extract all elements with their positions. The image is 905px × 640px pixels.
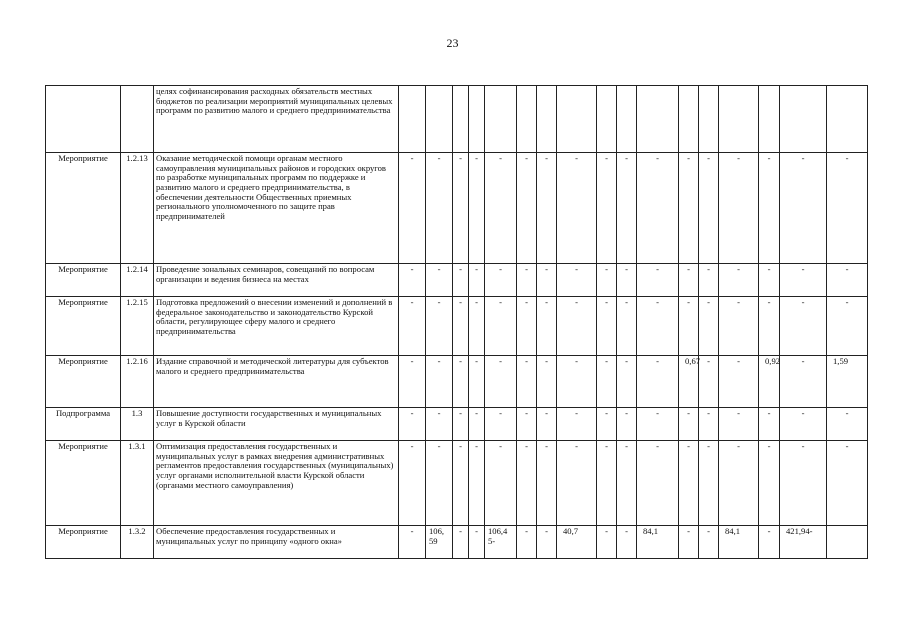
value-cell: - [699, 408, 719, 441]
value-cell: - [827, 264, 868, 297]
value-cell: - [617, 526, 637, 559]
value-cell: 106,4 5- [485, 526, 517, 559]
value-cell: - [780, 356, 827, 408]
value-cell: - [780, 153, 827, 264]
value-cell [679, 86, 699, 153]
value-cell: - [537, 441, 557, 526]
value-cell [399, 86, 426, 153]
value-cell: - [469, 441, 485, 526]
value-cell: - [679, 297, 699, 356]
row-name: Проведение зональных семинаров, совещаний по вопросам организации и ведения бизнеса на местах [154, 264, 399, 297]
table-row [46, 441, 868, 526]
value-cell: - [679, 408, 699, 441]
table-row [46, 408, 868, 441]
row-code: 1.3.1 [121, 441, 154, 526]
value-cell [557, 86, 597, 153]
value-cell: - [557, 297, 597, 356]
row-code: 1.2.13 [121, 153, 154, 264]
table-row [46, 356, 868, 408]
value-cell [426, 86, 453, 153]
value-cell: - [617, 264, 637, 297]
value-cell: - [399, 153, 426, 264]
value-cell: - [453, 153, 469, 264]
value-cell: - [426, 356, 453, 408]
value-cell: - [759, 408, 780, 441]
table-row [46, 264, 868, 297]
value-cell: - [485, 264, 517, 297]
value-cell [453, 86, 469, 153]
value-cell: - [485, 441, 517, 526]
value-cell: - [780, 297, 827, 356]
value-cell: - [719, 264, 759, 297]
value-cell: - [780, 408, 827, 441]
value-cell: - [399, 356, 426, 408]
value-cell: - [679, 153, 699, 264]
value-cell: - [469, 264, 485, 297]
value-cell: - [399, 408, 426, 441]
value-cell: - [557, 264, 597, 297]
value-cell: - [597, 526, 617, 559]
value-cell: - [597, 297, 617, 356]
value-cell: - [679, 264, 699, 297]
value-cell: - [453, 526, 469, 559]
value-cell: - [827, 441, 868, 526]
value-cell: - [485, 153, 517, 264]
value-cell: - [426, 153, 453, 264]
row-name: Повышение доступности государственных и муниципальных услуг в Курской области [154, 408, 399, 441]
value-cell [699, 86, 719, 153]
value-cell: - [517, 297, 537, 356]
value-cell: - [426, 441, 453, 526]
value-cell: - [426, 264, 453, 297]
value-cell: 84,1 [637, 526, 679, 559]
value-cell: - [453, 297, 469, 356]
value-cell: - [637, 297, 679, 356]
value-cell: - [557, 408, 597, 441]
value-cell: - [537, 526, 557, 559]
value-cell: - [827, 153, 868, 264]
row-type: Мероприятие [46, 526, 121, 559]
value-cell: - [453, 264, 469, 297]
value-cell: - [537, 297, 557, 356]
value-cell: 1,59 [827, 356, 868, 408]
value-cell: - [719, 408, 759, 441]
value-cell: - [469, 526, 485, 559]
value-cell: - [469, 356, 485, 408]
row-name: Издание справочной и методической литературы для субъектов малого и среднего предпринимательства [154, 356, 399, 408]
value-cell: - [485, 297, 517, 356]
row-type: Мероприятие [46, 441, 121, 526]
value-cell: - [759, 297, 780, 356]
value-cell: - [637, 264, 679, 297]
value-cell: - [469, 153, 485, 264]
value-cell: - [399, 297, 426, 356]
value-cell: - [469, 297, 485, 356]
row-name: Оказание методической помощи органам местного самоуправления муниципальных районов и городских округов по разработке муниципальных программ по поддержке и развитию малого и среднего предпринимательства, в обеспечении деятельности Общественных приемных регионального уполномоченного по защите прав предпринимателей [154, 153, 399, 264]
table-row [46, 526, 868, 559]
value-cell: 421,94- [780, 526, 827, 559]
value-cell: - [517, 526, 537, 559]
value-cell: - [453, 356, 469, 408]
value-cell: 0,92 [759, 356, 780, 408]
row-code: 1.2.16 [121, 356, 154, 408]
value-cell: - [617, 441, 637, 526]
value-cell: - [780, 264, 827, 297]
value-cell: - [557, 153, 597, 264]
row-code: 1.3 [121, 408, 154, 441]
value-cell: 106, 59 [426, 526, 453, 559]
value-cell: - [469, 408, 485, 441]
value-cell: - [637, 441, 679, 526]
value-cell: - [679, 441, 699, 526]
row-name: Подготовка предложений о внесении изменений и дополнений в федеральное законодательство и законодательство Курской области, регулирующее сферу малого и среднего предпринимательства [154, 297, 399, 356]
row-code: 1.3.2 [121, 526, 154, 559]
value-cell [537, 86, 557, 153]
value-cell [827, 526, 868, 559]
value-cell: - [617, 297, 637, 356]
value-cell: - [399, 526, 426, 559]
value-cell: - [597, 264, 617, 297]
value-cell: - [517, 441, 537, 526]
table-row [46, 153, 868, 264]
row-type: Мероприятие [46, 297, 121, 356]
value-cell: - [399, 264, 426, 297]
value-cell [827, 86, 868, 153]
value-cell [485, 86, 517, 153]
value-cell: - [517, 408, 537, 441]
value-cell: - [485, 356, 517, 408]
value-cell: - [699, 153, 719, 264]
value-cell: - [759, 153, 780, 264]
table-row [46, 297, 868, 356]
value-cell: - [517, 153, 537, 264]
value-cell: - [699, 441, 719, 526]
value-cell: 84,1 [719, 526, 759, 559]
value-cell: - [557, 441, 597, 526]
value-cell: - [719, 441, 759, 526]
value-cell: - [719, 297, 759, 356]
row-type [46, 86, 121, 153]
value-cell: - [426, 408, 453, 441]
row-type: Подпрограмма [46, 408, 121, 441]
value-cell: - [617, 153, 637, 264]
value-cell: - [759, 441, 780, 526]
value-cell: - [699, 297, 719, 356]
value-cell [517, 86, 537, 153]
value-cell: - [699, 526, 719, 559]
value-cell [780, 86, 827, 153]
value-cell: 40,7 [557, 526, 597, 559]
value-cell: - [537, 408, 557, 441]
value-cell: - [453, 441, 469, 526]
page-number: 23 [446, 36, 459, 50]
row-code: 1.2.14 [121, 264, 154, 297]
value-cell: - [617, 356, 637, 408]
budget-table [45, 85, 868, 559]
value-cell: - [597, 356, 617, 408]
value-cell [719, 86, 759, 153]
value-cell: - [399, 441, 426, 526]
value-cell [617, 86, 637, 153]
value-cell: - [637, 356, 679, 408]
value-cell: - [780, 441, 827, 526]
row-name: целях софинансирования расходных обязательств местных бюджетов по реализации мероприятий муниципальных целевых программ по развитию малого и среднего предпринимательства [154, 86, 399, 153]
value-cell: - [597, 408, 617, 441]
value-cell: - [617, 408, 637, 441]
value-cell: - [679, 526, 699, 559]
value-cell [469, 86, 485, 153]
table-row [46, 86, 868, 153]
value-cell [637, 86, 679, 153]
value-cell: - [557, 356, 597, 408]
value-cell: - [537, 264, 557, 297]
value-cell [759, 86, 780, 153]
value-cell: - [827, 408, 868, 441]
row-type: Мероприятие [46, 264, 121, 297]
value-cell: - [597, 153, 617, 264]
value-cell: - [699, 356, 719, 408]
value-cell [597, 86, 617, 153]
row-name: Оптимизация предоставления государственных и муниципальных услуг в рамках внедрения административных регламентов предоставления государственных (муниципальных) услуг органами исполнительной власти Курской области (органами местного самоуправления) [154, 441, 399, 526]
value-cell: - [637, 153, 679, 264]
value-cell: - [537, 356, 557, 408]
value-cell: - [453, 408, 469, 441]
row-type: Мероприятие [46, 153, 121, 264]
table-body [46, 86, 868, 559]
row-name: Обеспечение предоставления государственных и муниципальных услуг по принципу «одного окна» [154, 526, 399, 559]
value-cell: - [597, 441, 617, 526]
row-code [121, 86, 154, 153]
value-cell: - [517, 356, 537, 408]
value-cell: - [759, 526, 780, 559]
value-cell: - [719, 153, 759, 264]
value-cell: - [699, 264, 719, 297]
value-cell: - [719, 356, 759, 408]
value-cell: - [485, 408, 517, 441]
value-cell: - [537, 153, 557, 264]
row-code: 1.2.15 [121, 297, 154, 356]
value-cell: - [759, 264, 780, 297]
value-cell: - [637, 408, 679, 441]
value-cell: - [426, 297, 453, 356]
value-cell: 0,67 [679, 356, 699, 408]
row-type: Мероприятие [46, 356, 121, 408]
value-cell: - [827, 297, 868, 356]
value-cell: - [517, 264, 537, 297]
